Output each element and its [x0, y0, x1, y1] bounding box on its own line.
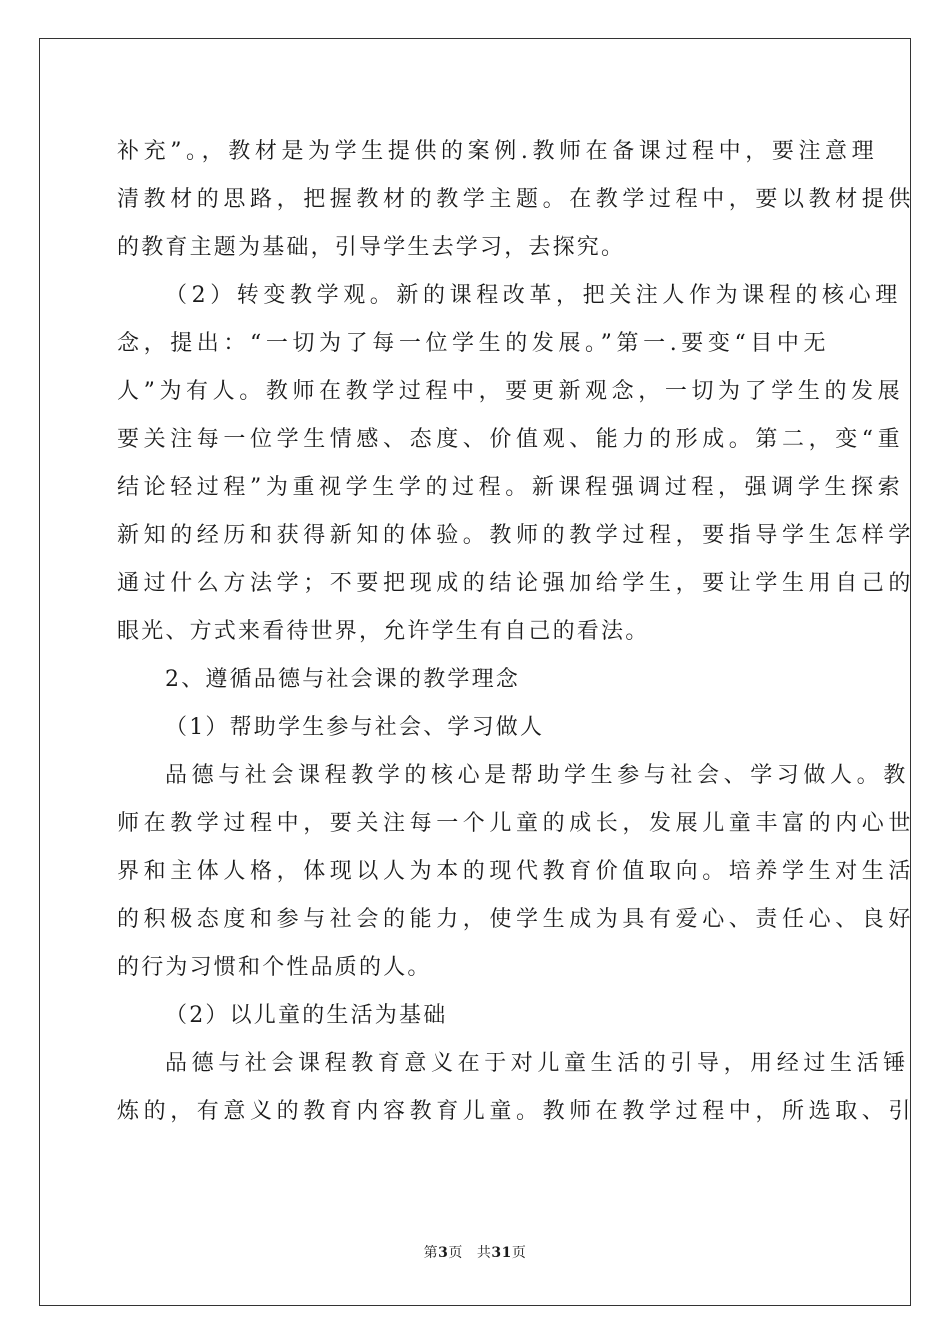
paragraph-line: 通过什么方法学；不要把现成的结论强加给学生，要让学生用自己的 [117, 571, 916, 596]
document-body [117, 128, 916, 1136]
paragraph-line: 的积极态度和参与社会的能力，使学生成为具有爱心、责任心、良好 [117, 907, 916, 932]
paragraph-line: 眼光、方式来看待世界，允许学生有自己的看法。 [117, 619, 650, 644]
paragraph-line: 品德与社会课程教学的核心是帮助学生参与社会、学习做人。教 [165, 763, 910, 788]
paragraph-line: 界和主体人格，体现以人为本的现代教育价值取向。培养学生对生活 [117, 859, 916, 884]
paragraph-line: 结论轻过程”为重视学生学的过程。新课程强调过程，强调学生探索 [117, 475, 905, 500]
footer-total-prefix: 共 [476, 1245, 492, 1261]
current-page-number: 3 [438, 1245, 449, 1261]
paragraph-line: 念，提出：“一切为了每一位学生的发展。”第一.要变“目中无 [117, 331, 831, 356]
subsection-heading: （1）帮助学生参与社会、学习做人 [165, 715, 545, 740]
paragraph-line: 的教育主题为基础，引导学生去学习，去探究。 [117, 235, 626, 260]
paragraph-line: 清教材的思路，把握教材的教学主题。在教学过程中，要以教材提供 [117, 187, 916, 212]
paragraph-line: 的行为习惯和个性品质的人。 [117, 955, 432, 980]
paragraph-line: 品德与社会课程教育意义在于对儿童生活的引导，用经过生活锤 [165, 1051, 910, 1076]
total-page-count: 31 [491, 1245, 512, 1261]
paragraph-line: 人”为有人。教师在教学过程中，要更新观念，一切为了学生的发展 [117, 379, 905, 404]
paragraph-line: 要关注每一位学生情感、态度、价值观、能力的形成。第二，变“重 [117, 427, 905, 452]
paragraph-line: 补充”。，教材是为学生提供的案例.教师在备课过程中，要注意理 [117, 139, 879, 164]
footer-page-unit: 页 [448, 1245, 463, 1261]
footer-total-unit: 页 [511, 1245, 527, 1261]
section-heading: 2、遵循品德与社会课的教学理念 [165, 667, 520, 692]
footer-prefix: 第 [423, 1245, 439, 1261]
subsection-heading: （2）以儿童的生活为基础 [165, 1003, 448, 1028]
page-footer [0, 1242, 950, 1262]
paragraph-line: （2）转变教学观。新的课程改革，把关注人作为课程的核心理 [165, 283, 902, 308]
paragraph-line: 炼的，有意义的教育内容教育儿童。教师在教学过程中，所选取、引 [117, 1099, 916, 1124]
paragraph-line: 师在教学过程中，要关注每一个儿童的成长，发展儿童丰富的内心世 [117, 811, 916, 836]
paragraph-line: 新知的经历和获得新知的体验。教师的教学过程，要指导学生怎样学 [117, 523, 916, 548]
